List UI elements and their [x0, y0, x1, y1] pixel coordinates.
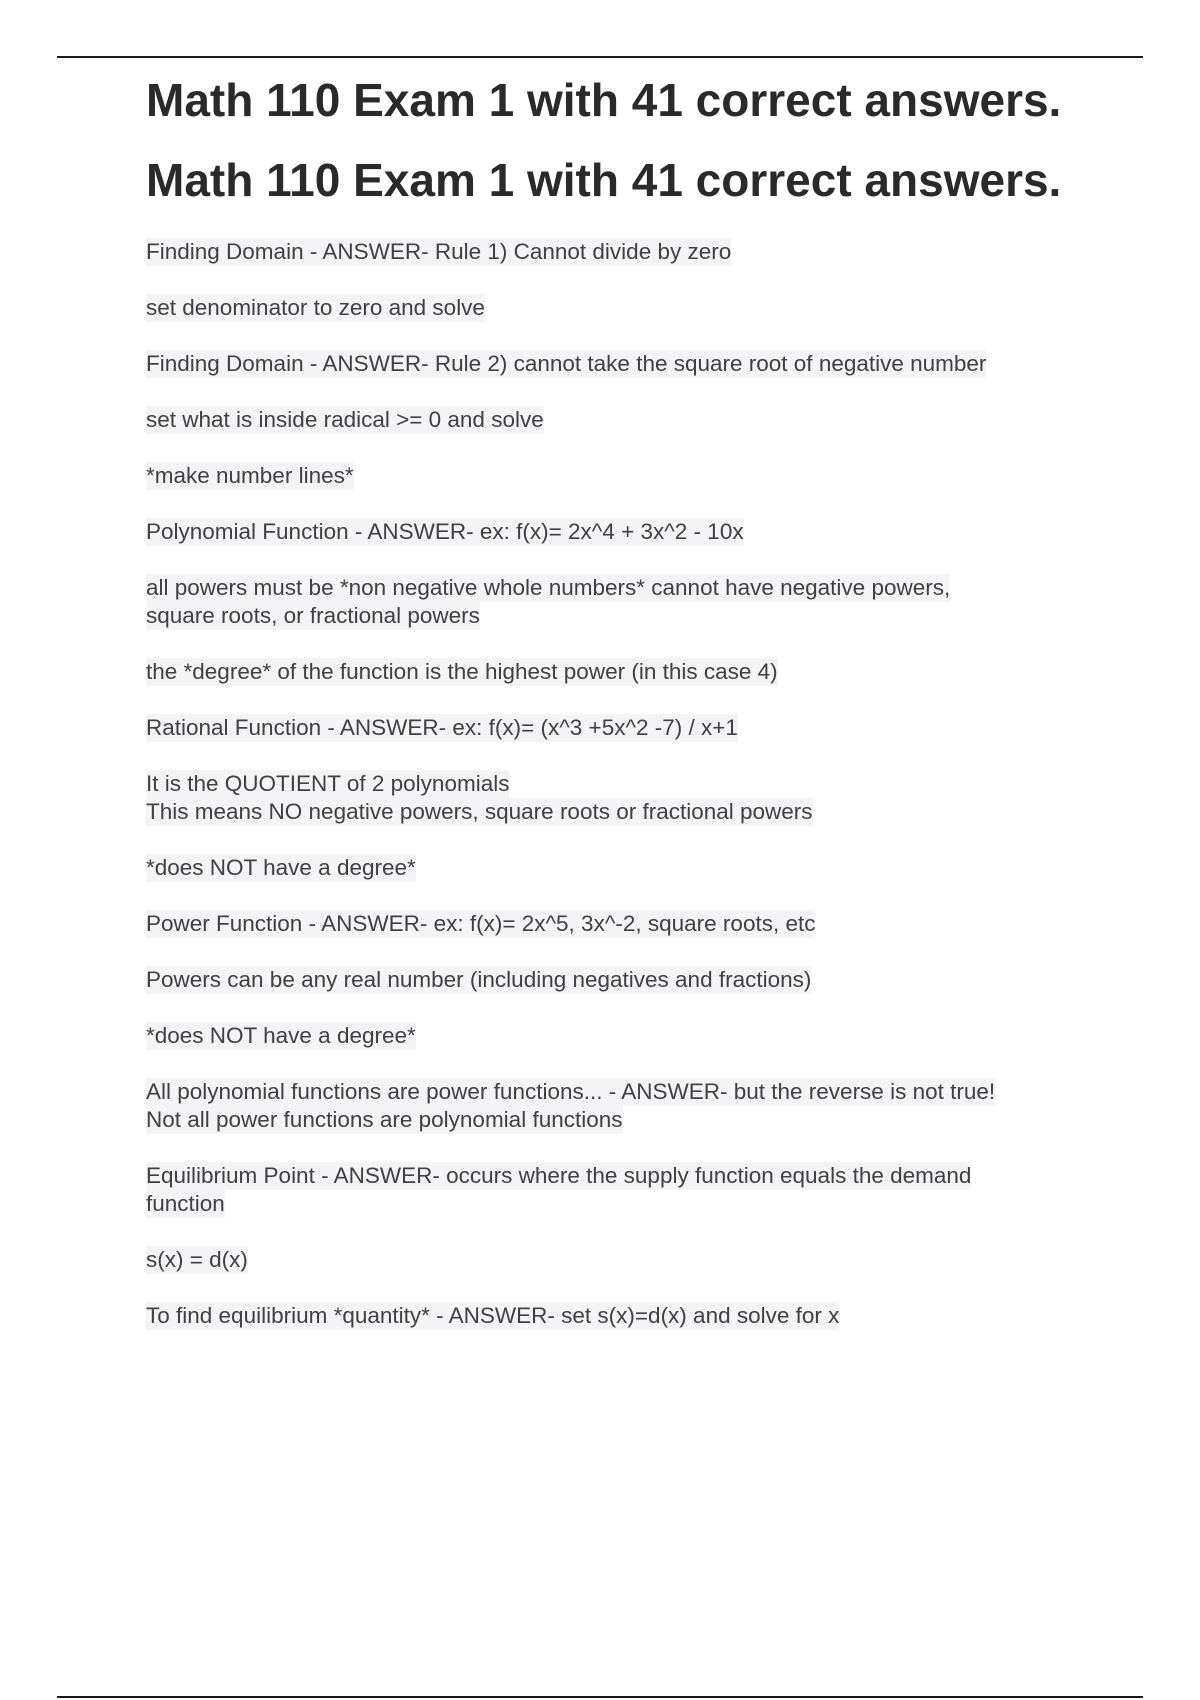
text-line: Finding Domain - ANSWER- Rule 2) cannot take the square root of negative number: [146, 351, 987, 376]
text-line: *does NOT have a degree*: [146, 1023, 416, 1048]
qa-paragraph: [146, 518, 1086, 546]
qa-paragraph: [146, 658, 1086, 686]
text-line: To find equilibrium *quantity* - ANSWER- set s(x)=d(x) and solve for x: [146, 1303, 840, 1328]
text-line: set denominator to zero and solve: [146, 295, 485, 320]
text-line: square roots, or fractional powers: [146, 603, 480, 628]
text-line: Finding Domain - ANSWER- Rule 1) Cannot divide by zero: [146, 239, 732, 264]
text-line: Not all power functions are polynomial functions: [146, 1107, 623, 1132]
qa-paragraph: [146, 1078, 1086, 1134]
qa-paragraph: [146, 854, 1086, 882]
text-line: It is the QUOTIENT of 2 polynomials: [146, 771, 510, 796]
text-line: *make number lines*: [146, 463, 354, 488]
text-line: Power Function - ANSWER- ex: f(x)= 2x^5, 3x^-2, square roots, etc: [146, 911, 816, 936]
qa-paragraph: [146, 1022, 1086, 1050]
document-subtitle: Math 110 Exam 1 with 41 correct answers.: [146, 154, 1062, 206]
text-line: *does NOT have a degree*: [146, 855, 416, 880]
qa-paragraph: [146, 350, 1086, 378]
document-title: Math 110 Exam 1 with 41 correct answers.: [146, 74, 1062, 126]
qa-paragraph: [146, 770, 1086, 826]
qa-paragraph: [146, 910, 1086, 938]
text-line: Rational Function - ANSWER- ex: f(x)= (x^3 +5x^2 -7) / x+1: [146, 715, 738, 740]
text-line: all powers must be *non negative whole numbers* cannot have negative powers,: [146, 575, 951, 600]
qa-paragraph: [146, 1246, 1086, 1274]
qa-paragraph: [146, 714, 1086, 742]
text-line: Powers can be any real number (including negatives and fractions): [146, 967, 812, 992]
text-line: the *degree* of the function is the highest power (in this case 4): [146, 659, 778, 684]
text-line: This means NO negative powers, square roots or fractional powers: [146, 799, 813, 824]
qa-paragraph: [146, 406, 1086, 434]
text-line: s(x) = d(x): [146, 1247, 248, 1272]
text-line: All polynomial functions are power functions... - ANSWER- but the reverse is not true!: [146, 1079, 996, 1104]
text-line: set what is inside radical >= 0 and solve: [146, 407, 544, 432]
document-body: [146, 72, 1086, 1358]
qa-paragraph: [146, 294, 1086, 322]
text-line: function: [146, 1191, 225, 1216]
qa-paragraph: [146, 462, 1086, 490]
qa-paragraph: [146, 1302, 1086, 1330]
qa-paragraph: [146, 574, 1086, 630]
text-line: Equilibrium Point - ANSWER- occurs where the supply function equals the demand: [146, 1163, 972, 1188]
top-rule: [57, 56, 1143, 58]
qa-paragraph: [146, 1162, 1086, 1218]
bottom-rule: [57, 1696, 1143, 1698]
qa-list: [146, 238, 1086, 1330]
qa-paragraph: [146, 966, 1086, 994]
text-line: Polynomial Function - ANSWER- ex: f(x)= 2x^4 + 3x^2 - 10x: [146, 519, 744, 544]
qa-paragraph: [146, 238, 1086, 266]
